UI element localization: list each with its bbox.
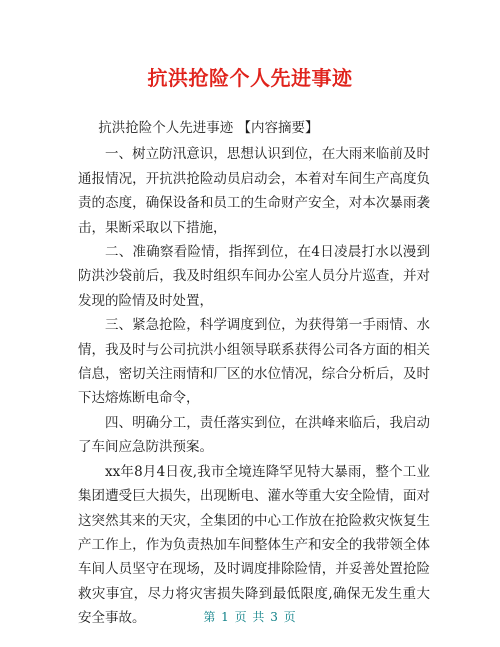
paragraph-2: 二、准确察看险情，指挥到位，在4日凌晨打水以漫到防洪沙袋前后，我及时组织车间办公室人员分片巡查，并对发现的险情及时处置， (78, 244, 430, 309)
page-title: 抗洪抢险个人先进事迹 (147, 66, 353, 90)
paragraph-1: 一、树立防汛意识，思想认识到位，在大雨来临前及时通报情况，开抗洪抢险动员启动会，本着对车间生产高度负责的态度，确保设备和员工的生命财产安全，对本次暴雨袭击，果断采取以下措施， (78, 146, 430, 236)
paragraph-4: 四、明确分工，责任落实到位，在洪峰来临后，我启动了车间应急防洪预案。 (78, 414, 430, 456)
paragraph-5: xx年8月4日夜,我市全境连降罕见特大暴雨，整个工业集团遭受巨大损失，出现断电、灌水等重大安全险情，面对这突然其来的天灾，全集团的中心工作放在抢险救灾恢复生产工作上，作为负责热加车间整体生产和安全的我带领全体车间人员坚守在现场，及时调度排除险情，并妥善处置抢险救灾事宜，尽力将灾害损失降到最低限度,确保无发生重大安全事故。 (78, 463, 430, 627)
document-body (78, 116, 430, 631)
page-footer: 第 1 页 共 3 页 (203, 610, 297, 624)
summary-line: 抗洪抢险个人先进事迹 【内容摘要】 (98, 120, 319, 136)
paragraph-3: 三、紧急抢险，科学调度到位，为获得第一手雨情、水情，我及时与公司抗洪小组领导联系获得公司各方面的相关信息，密切关注雨情和厂区的水位情况，综合分析后，及时下达熔炼断电命令， (78, 317, 430, 407)
